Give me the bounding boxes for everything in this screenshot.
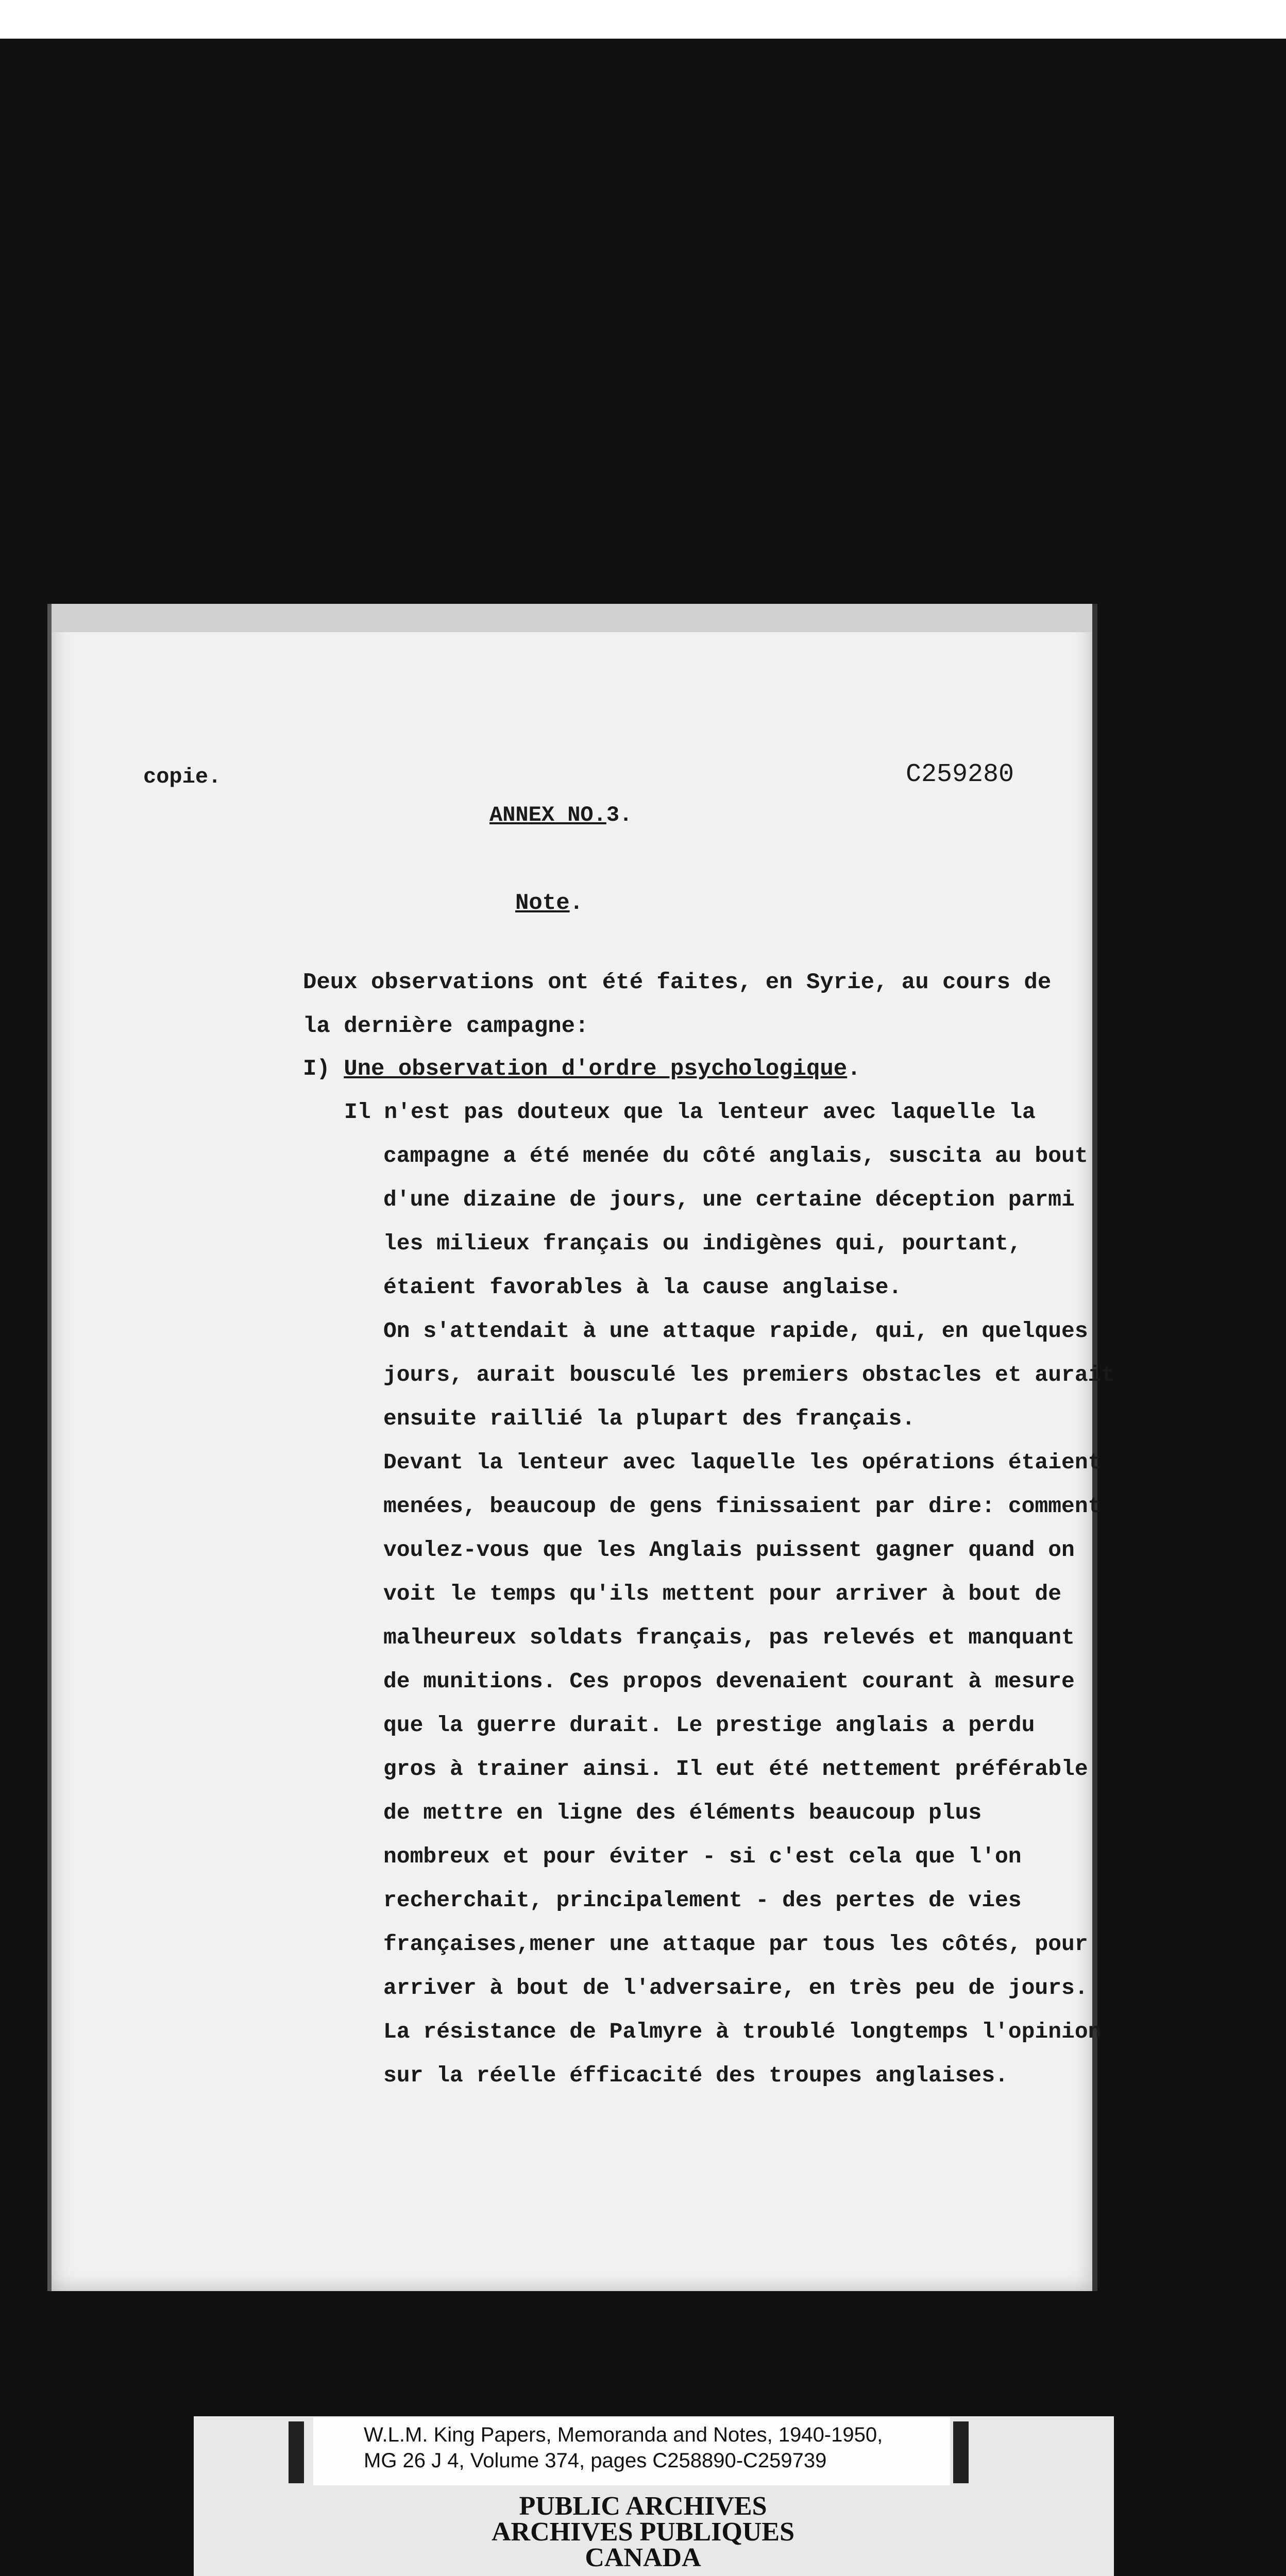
body-line: ensuite raillié la plupart des français. (383, 1406, 916, 1431)
body-line: de munitions. Ces propos devenaient courant à mesure (383, 1669, 1075, 1694)
item-1-period: . (847, 1056, 861, 1082)
body-line: arriver à bout de l'adversaire, en très peu de jours. (383, 1975, 1088, 2001)
document-page (47, 604, 1115, 2291)
item-1-heading (303, 1056, 861, 1082)
item-1-number: I) (303, 1056, 344, 1082)
body-line: On s'attendait à une attaque rapide, qui, en quelques (383, 1318, 1088, 1344)
body-line: campagne a été menée du côté anglais, suscita au bout (383, 1143, 1088, 1168)
document-reference-number: C259280 (906, 760, 1014, 789)
body-line: que la guerre durait. Le prestige anglais a perdu (383, 1713, 1035, 1738)
label-tab-left (289, 2421, 304, 2483)
body-line: étaient favorables à la cause anglaise. (383, 1275, 902, 1300)
archives-stamp-line-3: CANADA (585, 2543, 701, 2572)
header-copy-label: copie. (143, 765, 222, 789)
body-line: jours, aurait bousculé les premiers obstacles et aurait (383, 1362, 1115, 1387)
body-line: voit le temps qu'ils mettent pour arriver à bout de (383, 1581, 1062, 1606)
body-line: Devant la lenteur avec laquelle les opérations étaient (383, 1450, 1102, 1475)
archives-stamp-line-1: PUBLIC ARCHIVES (519, 2492, 767, 2521)
body-line: Il n'est pas douteux que la lenteur avec laquelle la (344, 1099, 1036, 1125)
body-line: françaises,mener une attaque par tous les côtés, pour (383, 1931, 1088, 1957)
label-tab-right (953, 2421, 969, 2483)
body-line: voulez-vous que les Anglais puissent gagner quand on (383, 1537, 1075, 1563)
annex-title (489, 803, 632, 827)
collection-label-line-1: W.L.M. King Papers, Memoranda and Notes, 1940-1950, (364, 2424, 883, 2446)
body-line: recherchait, principalement - des pertes de vies (383, 1888, 1022, 1913)
intro-line-2: la dernière campagne: (303, 1013, 589, 1039)
collection-label-line-2: MG 26 J 4, Volume 374, pages C258890-C259739 (364, 2449, 827, 2472)
annex-title-number: 3. (606, 803, 633, 827)
note-title (515, 890, 583, 916)
body-line: de mettre en ligne des éléments beaucoup plus (383, 1800, 982, 1825)
note-title-period: . (569, 890, 584, 916)
scan-top-margin (0, 0, 1286, 39)
body-line: La résistance de Palmyre à troublé longtemps l'opinion (383, 2019, 1102, 2044)
body-line: les milieux français ou indigènes qui, pourtant, (383, 1231, 1022, 1256)
body-line: malheureux soldats français, pas relevés et manquant (383, 1625, 1075, 1650)
note-title-word: Note (515, 890, 570, 916)
collection-label (313, 2417, 950, 2485)
body-line: sur la réelle éfficacité des troupes anglaises. (383, 2063, 1008, 2088)
body-line: nombreux et pour éviter - si c'est cela que l'on (383, 1844, 1022, 1869)
annex-title-underlined: ANNEX NO. (489, 803, 606, 827)
body-line: d'une dizaine de jours, une certaine déception parmi (383, 1187, 1075, 1212)
item-1-label: Une observation d'ordre psychologique (344, 1056, 848, 1082)
body-line: menées, beaucoup de gens finissaient par dire: comment (383, 1494, 1102, 1519)
archives-stamp-line-2: ARCHIVES PUBLIQUES (491, 2517, 795, 2547)
body-line: gros à trainer ainsi. Il eut été nettement préférable (383, 1756, 1088, 1782)
page-top-edge (52, 604, 1092, 632)
intro-line-1: Deux observations ont été faites, en Syrie, au cours de (303, 970, 1052, 995)
